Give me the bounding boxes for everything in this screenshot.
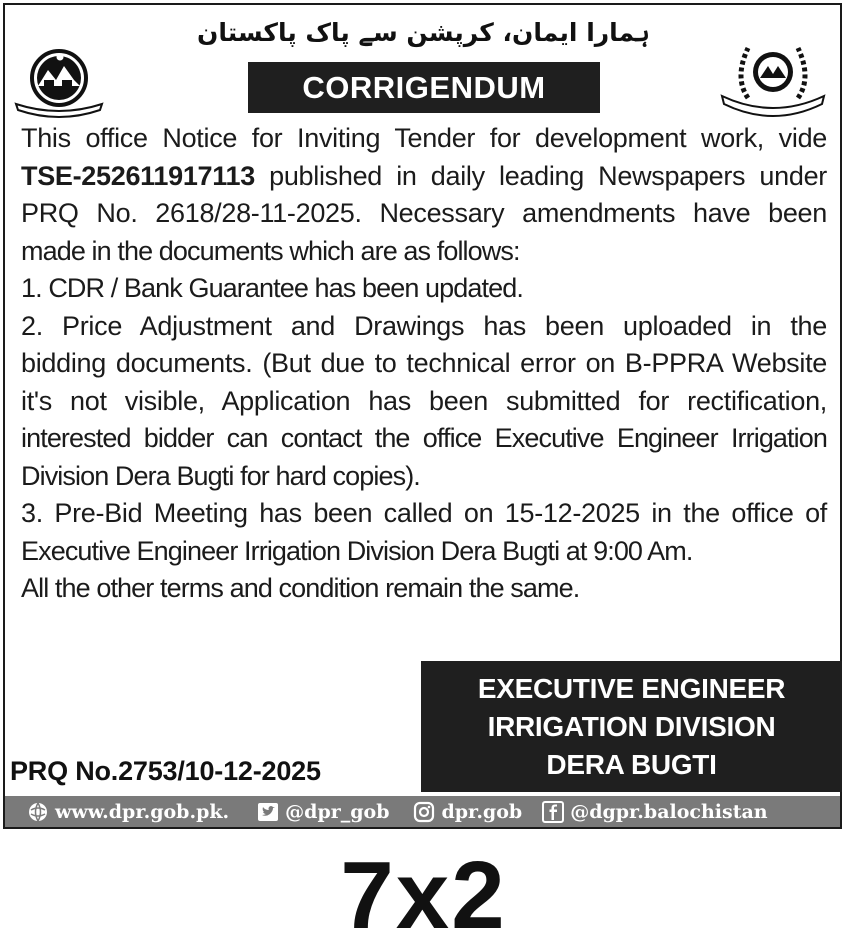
amendment-item-3-line-2: Executive Engineer Irrigation Division Dera Bugti at 9:00 Am. [21,535,693,566]
twitter-icon [257,801,279,823]
signature-block [421,661,842,792]
urdu-slogan: ہمارا ایمان، کرپشن سے پاک پاکستان [197,18,650,47]
website-link[interactable]: www.dpr.gob.pk. [55,800,230,823]
ad-size-label: 7x2 [340,842,507,949]
amendment-item-1: 1. CDR / Bank Guarantee has been updated. [21,273,523,303]
intro-line-2 [21,158,827,196]
footer-instagram [413,801,522,823]
footer-website [27,801,229,823]
facebook-handle[interactable]: @dgpr.balochistan [570,800,768,823]
instagram-icon [413,801,435,823]
footer-twitter [257,801,389,823]
page-title: CORRIGENDUM [248,62,600,113]
notice-body [21,120,827,608]
footer-bar [5,796,840,827]
amendment-item-2-line-2: bidding documents. (But due to technical error on B-PPRA Website [21,348,827,378]
globe-icon [27,801,49,823]
intro-line-2-text: published in daily leading Newspapers under [254,160,827,191]
intro-line-3: PRQ No. 2618/28-11-2025. Necessary amendments have been [21,198,827,228]
twitter-handle[interactable]: @dpr_gob [285,800,390,823]
amendment-item-2-line-4: interested bidder can contact the office Executive Engineer Irrigation [21,423,827,453]
instagram-handle[interactable]: dpr.gob [441,800,523,823]
amendment-item-2-line-1: 2. Price Adjustment and Drawings has been uploaded in the [21,310,827,341]
prq-reference: PRQ No.2753/10-12-2025 [10,756,321,786]
facebook-icon [542,801,564,823]
balochistan-emblem-left-icon [14,40,104,120]
signature-line-1: EXECUTIVE ENGINEER [477,673,786,704]
tse-number: TSE-252611917113 [21,160,255,191]
amendment-item-2-line-5: Division Dera Bugti for hard copies). [21,460,420,491]
intro-line-1: This office Notice for Inviting Tender for development work, vide [21,123,827,153]
signature-line-3: DERA BUGTI [546,749,717,780]
signature-line-2: IRRIGATION DIVISION [487,711,776,742]
amendment-item-3-line-1: 3. Pre-Bid Meeting has been called on 15-12-2025 in the office of [21,498,827,528]
dgpr-emblem-right-icon [718,38,828,118]
amendment-item-2-line-3: it's not visible, Application has been submitted for rectification, [21,385,827,416]
intro-line-4: made in the documents which are as follows: [21,235,520,266]
footer-facebook [542,801,767,823]
closing-line: All the other terms and condition remain the same. [21,573,580,603]
